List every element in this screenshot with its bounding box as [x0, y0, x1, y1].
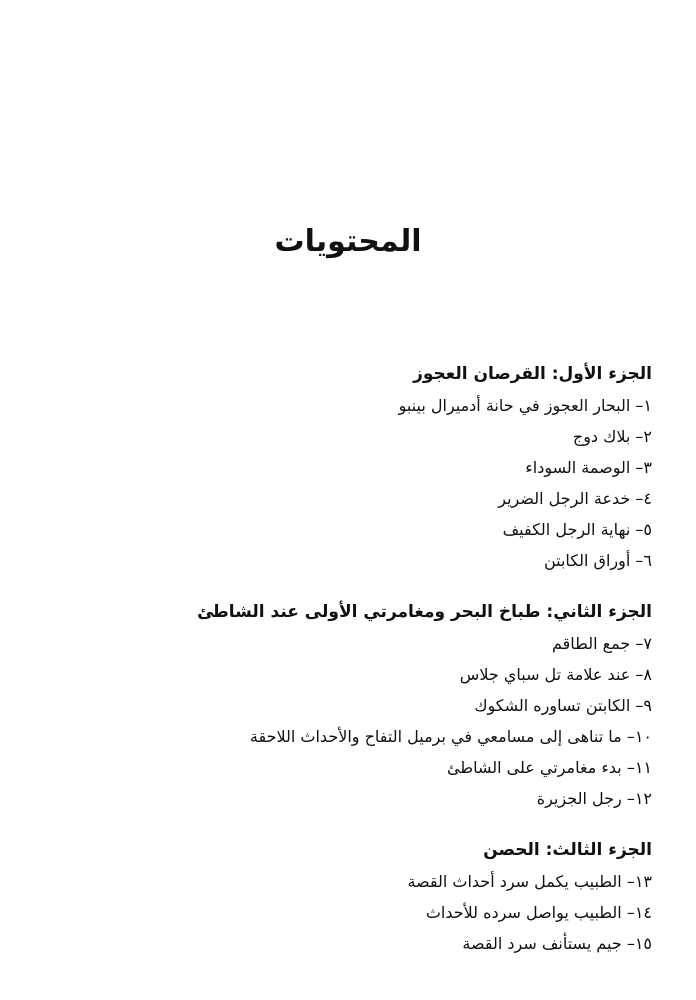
chapter-title: البحار العجوز في حانة أدميرال بينبو: [398, 396, 631, 415]
chapter-separator: –: [635, 696, 644, 715]
chapter-number: ٩: [643, 696, 652, 715]
chapter-number: ٧: [643, 634, 652, 653]
chapter-entry: [32, 514, 652, 545]
table-of-contents: [32, 358, 652, 959]
chapter-title: خدعة الرجل الضرير: [498, 489, 631, 508]
chapter-title: بلاك دوج: [572, 427, 631, 446]
chapter-separator: –: [635, 665, 644, 684]
part-1: [32, 358, 652, 576]
chapter-number: ١٣: [634, 872, 652, 891]
chapter-title: بدء مغامرتي على الشاطئ: [447, 758, 622, 777]
chapter-entry: [32, 928, 652, 959]
chapter-number: ١: [643, 396, 652, 415]
chapter-number: ١٤: [634, 903, 652, 922]
part-heading: الجزء الأول: القرصان العجوز: [413, 364, 652, 384]
chapter-title: الطبيب يكمل سرد أحداث القصة: [407, 872, 622, 891]
chapter-separator: –: [626, 934, 635, 953]
chapter-separator: –: [635, 551, 644, 570]
chapter-separator: –: [635, 427, 644, 446]
chapter-entry: [32, 659, 652, 690]
part-3: [32, 834, 652, 959]
chapter-number: ٨: [643, 665, 652, 684]
chapter-entry: [32, 866, 652, 897]
part-heading: الجزء الثالث: الحصن: [483, 840, 652, 860]
chapter-entry: [32, 690, 652, 721]
part-heading: الجزء الثاني: طباخ البحر ومغامرتي الأولى عند الشاطئ: [197, 602, 652, 622]
chapter-title: نهاية الرجل الكفيف: [502, 520, 631, 539]
part-2: [32, 596, 652, 814]
page-title: المحتويات: [274, 224, 422, 259]
chapter-number: ٢: [643, 427, 652, 446]
chapter-separator: –: [626, 903, 635, 922]
chapter-title: الطبيب يواصل سرده للأحداث: [425, 903, 622, 922]
chapter-number: ١١: [634, 758, 652, 777]
chapter-title: أوراق الكابتن: [543, 551, 631, 570]
chapter-title: جمع الطاقم: [551, 634, 631, 653]
chapter-number: ٥: [643, 520, 652, 539]
chapter-entry: [32, 545, 652, 576]
chapter-separator: –: [635, 489, 644, 508]
chapter-separator: –: [635, 634, 644, 653]
chapter-separator: –: [635, 520, 644, 539]
chapter-separator: –: [626, 727, 635, 746]
chapter-entry: [32, 897, 652, 928]
chapter-separator: –: [626, 789, 635, 808]
chapter-separator: –: [635, 458, 644, 477]
chapter-title: جيم يستأنف سرد القصة: [462, 934, 622, 953]
chapter-number: ١٢: [634, 789, 652, 808]
chapter-number: ٤: [643, 489, 652, 508]
chapter-entry: [32, 783, 652, 814]
chapter-number: ١٥: [634, 934, 652, 953]
chapter-title: ما تناهى إلى مسامعي في برميل التفاح والأحداث اللاحقة: [249, 727, 622, 746]
chapter-title: الوصمة السوداء: [525, 458, 631, 477]
chapter-separator: –: [626, 872, 635, 891]
chapter-entry: [32, 483, 652, 514]
chapter-separator: –: [626, 758, 635, 777]
chapter-entry: [32, 721, 652, 752]
chapter-entry: [32, 452, 652, 483]
chapter-title: رجل الجزيرة: [536, 789, 622, 808]
chapter-entry: [32, 421, 652, 452]
chapter-entry: [32, 752, 652, 783]
chapter-number: ١٠: [634, 727, 652, 746]
chapter-number: ٦: [643, 551, 652, 570]
chapter-entry: [32, 628, 652, 659]
chapter-number: ٣: [643, 458, 652, 477]
chapter-title: عند علامة تل سباي جلاس: [459, 665, 631, 684]
chapter-entry: [32, 390, 652, 421]
chapter-separator: –: [635, 396, 644, 415]
chapter-title: الكابتن تساوره الشكوك: [474, 696, 631, 715]
